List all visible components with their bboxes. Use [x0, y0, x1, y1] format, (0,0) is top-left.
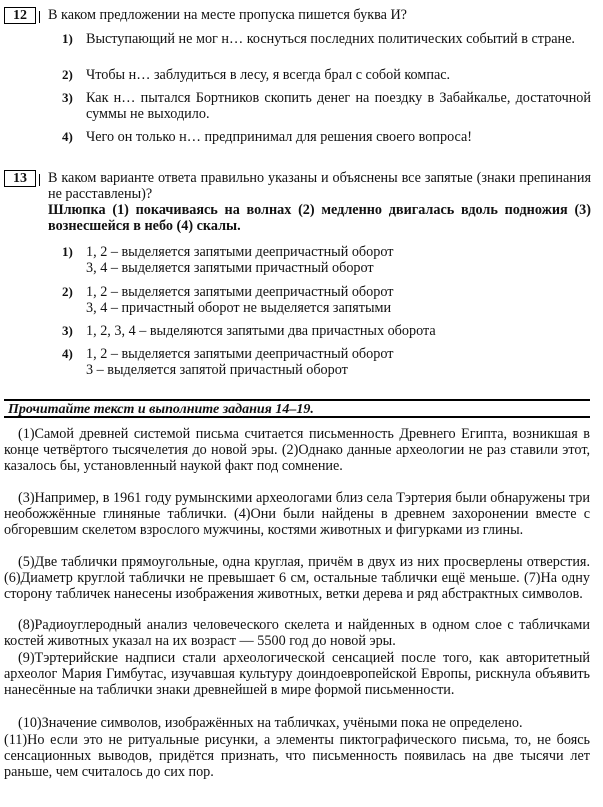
instruction-bar [4, 399, 590, 418]
option-line: 3, 4 – выделяется запятыми причастный оборот [86, 260, 374, 276]
text-paragraph: (5)Две таблички прямоугольные, одна круглая, причём в двух из них просверлены отверстия. (6)Диаметр круглой таблички не превышает 6 см, остальные таблички ещё меньше. (7)На одну сторону табличек нанесены изображения животных, ветки дерева и ряд абстрактных символов. [4, 554, 590, 602]
option-number: 2) [62, 284, 73, 299]
task-question [48, 170, 591, 234]
option-line: 1, 2 – выделяется запятыми деепричастный оборот [86, 346, 394, 362]
task-number-box: 12 [4, 7, 36, 24]
option-number: 1) [62, 31, 73, 46]
option-text: Чего он только н… предпринимал для решения своего вопроса! [86, 129, 473, 145]
text-paragraph: (3)Например, в 1961 году румынскими археологами близ села Тэртерия были обнаружены три необожжённые глиняные таблички. (4)Они были найдены в древнем захоронении вместе с обгоревшим скелетом взрослого мужчины, костями животных и фигурками из глины. [4, 490, 590, 538]
instruction-text: Прочитайте текст и выполните задания 14–19. [8, 402, 314, 417]
text-paragraph: (10)Значение символов, изображённых на табличках, учёными пока не определено. [18, 715, 523, 731]
option-number: 1) [62, 244, 73, 259]
option-number: 3) [62, 90, 73, 105]
task-number-box: 13 [4, 170, 36, 187]
option-line: 1, 2 – выделяется запятыми деепричастный оборот [86, 284, 394, 300]
given-sentence: Шлюпка (1) покачиваясь на волнах (2) медленно двигалась вдоль подножия (3) вознесшейся в небо (4) скалы. [48, 202, 591, 234]
text-paragraph: (1)Самой древней системой письма считается письменность Древнего Египта, возникшая в конце четвёртого тысячелетия до новой эры. (2)Однако данные археологии не раз ставили этот, казалось бы, установленный наукой факт под сомнение. [4, 426, 590, 474]
task-question: В каком предложении на месте пропуска пишется буква И? [48, 7, 407, 23]
text-paragraph: (11)Но если это не ритуальные рисунки, а элементы пиктографического письма, то, не боясь сенсационных выводов, придётся признать, что письменность появилась на две тысячи лет раньше, чем считалось до сих пор. [4, 732, 590, 780]
text-paragraph: (9)Тэртерийские надписи стали археологической сенсацией после того, как авторитетный археолог Мария Гимбутас, изучавшая культуру доиндоевропейской Европы, рискнула объявить нанесённые на таблички знаки древнейшей в мире формой письменности. [4, 650, 590, 698]
option-line: 1, 2, 3, 4 – выделяются запятыми два причастных оборота [86, 323, 436, 339]
question-text: В каком варианте ответа правильно указаны и объяснены все запятые (знаки препинания не расставлены)? [48, 170, 591, 202]
option-number: 4) [62, 129, 73, 144]
text-paragraph: (8)Радиоуглеродный анализ человеческого скелета и найденных в одном слое с табличками костей животных указал на их возраст — 5500 год до новой эры. [4, 617, 590, 649]
option-text: Как н… пытался Бортников скопить денег на поездку в Забайкалье, достаточной суммы не выходило. [86, 90, 591, 122]
option-line: 3, 4 – причастный оборот не выделяется запятыми [86, 300, 392, 316]
option-text: Выступающий не мог н… коснуться последних политических событий в стране. [86, 31, 575, 47]
option-text: Чтобы н… заблудиться в лесу, я всегда брал с собой компас. [86, 67, 451, 83]
option-number: 2) [62, 67, 73, 82]
option-number: 4) [62, 346, 73, 361]
option-line: 3 – выделяется запятой причастный оборот [86, 362, 348, 378]
option-line: 1, 2 – выделяется запятыми деепричастный оборот [86, 244, 394, 260]
option-number: 3) [62, 323, 73, 338]
